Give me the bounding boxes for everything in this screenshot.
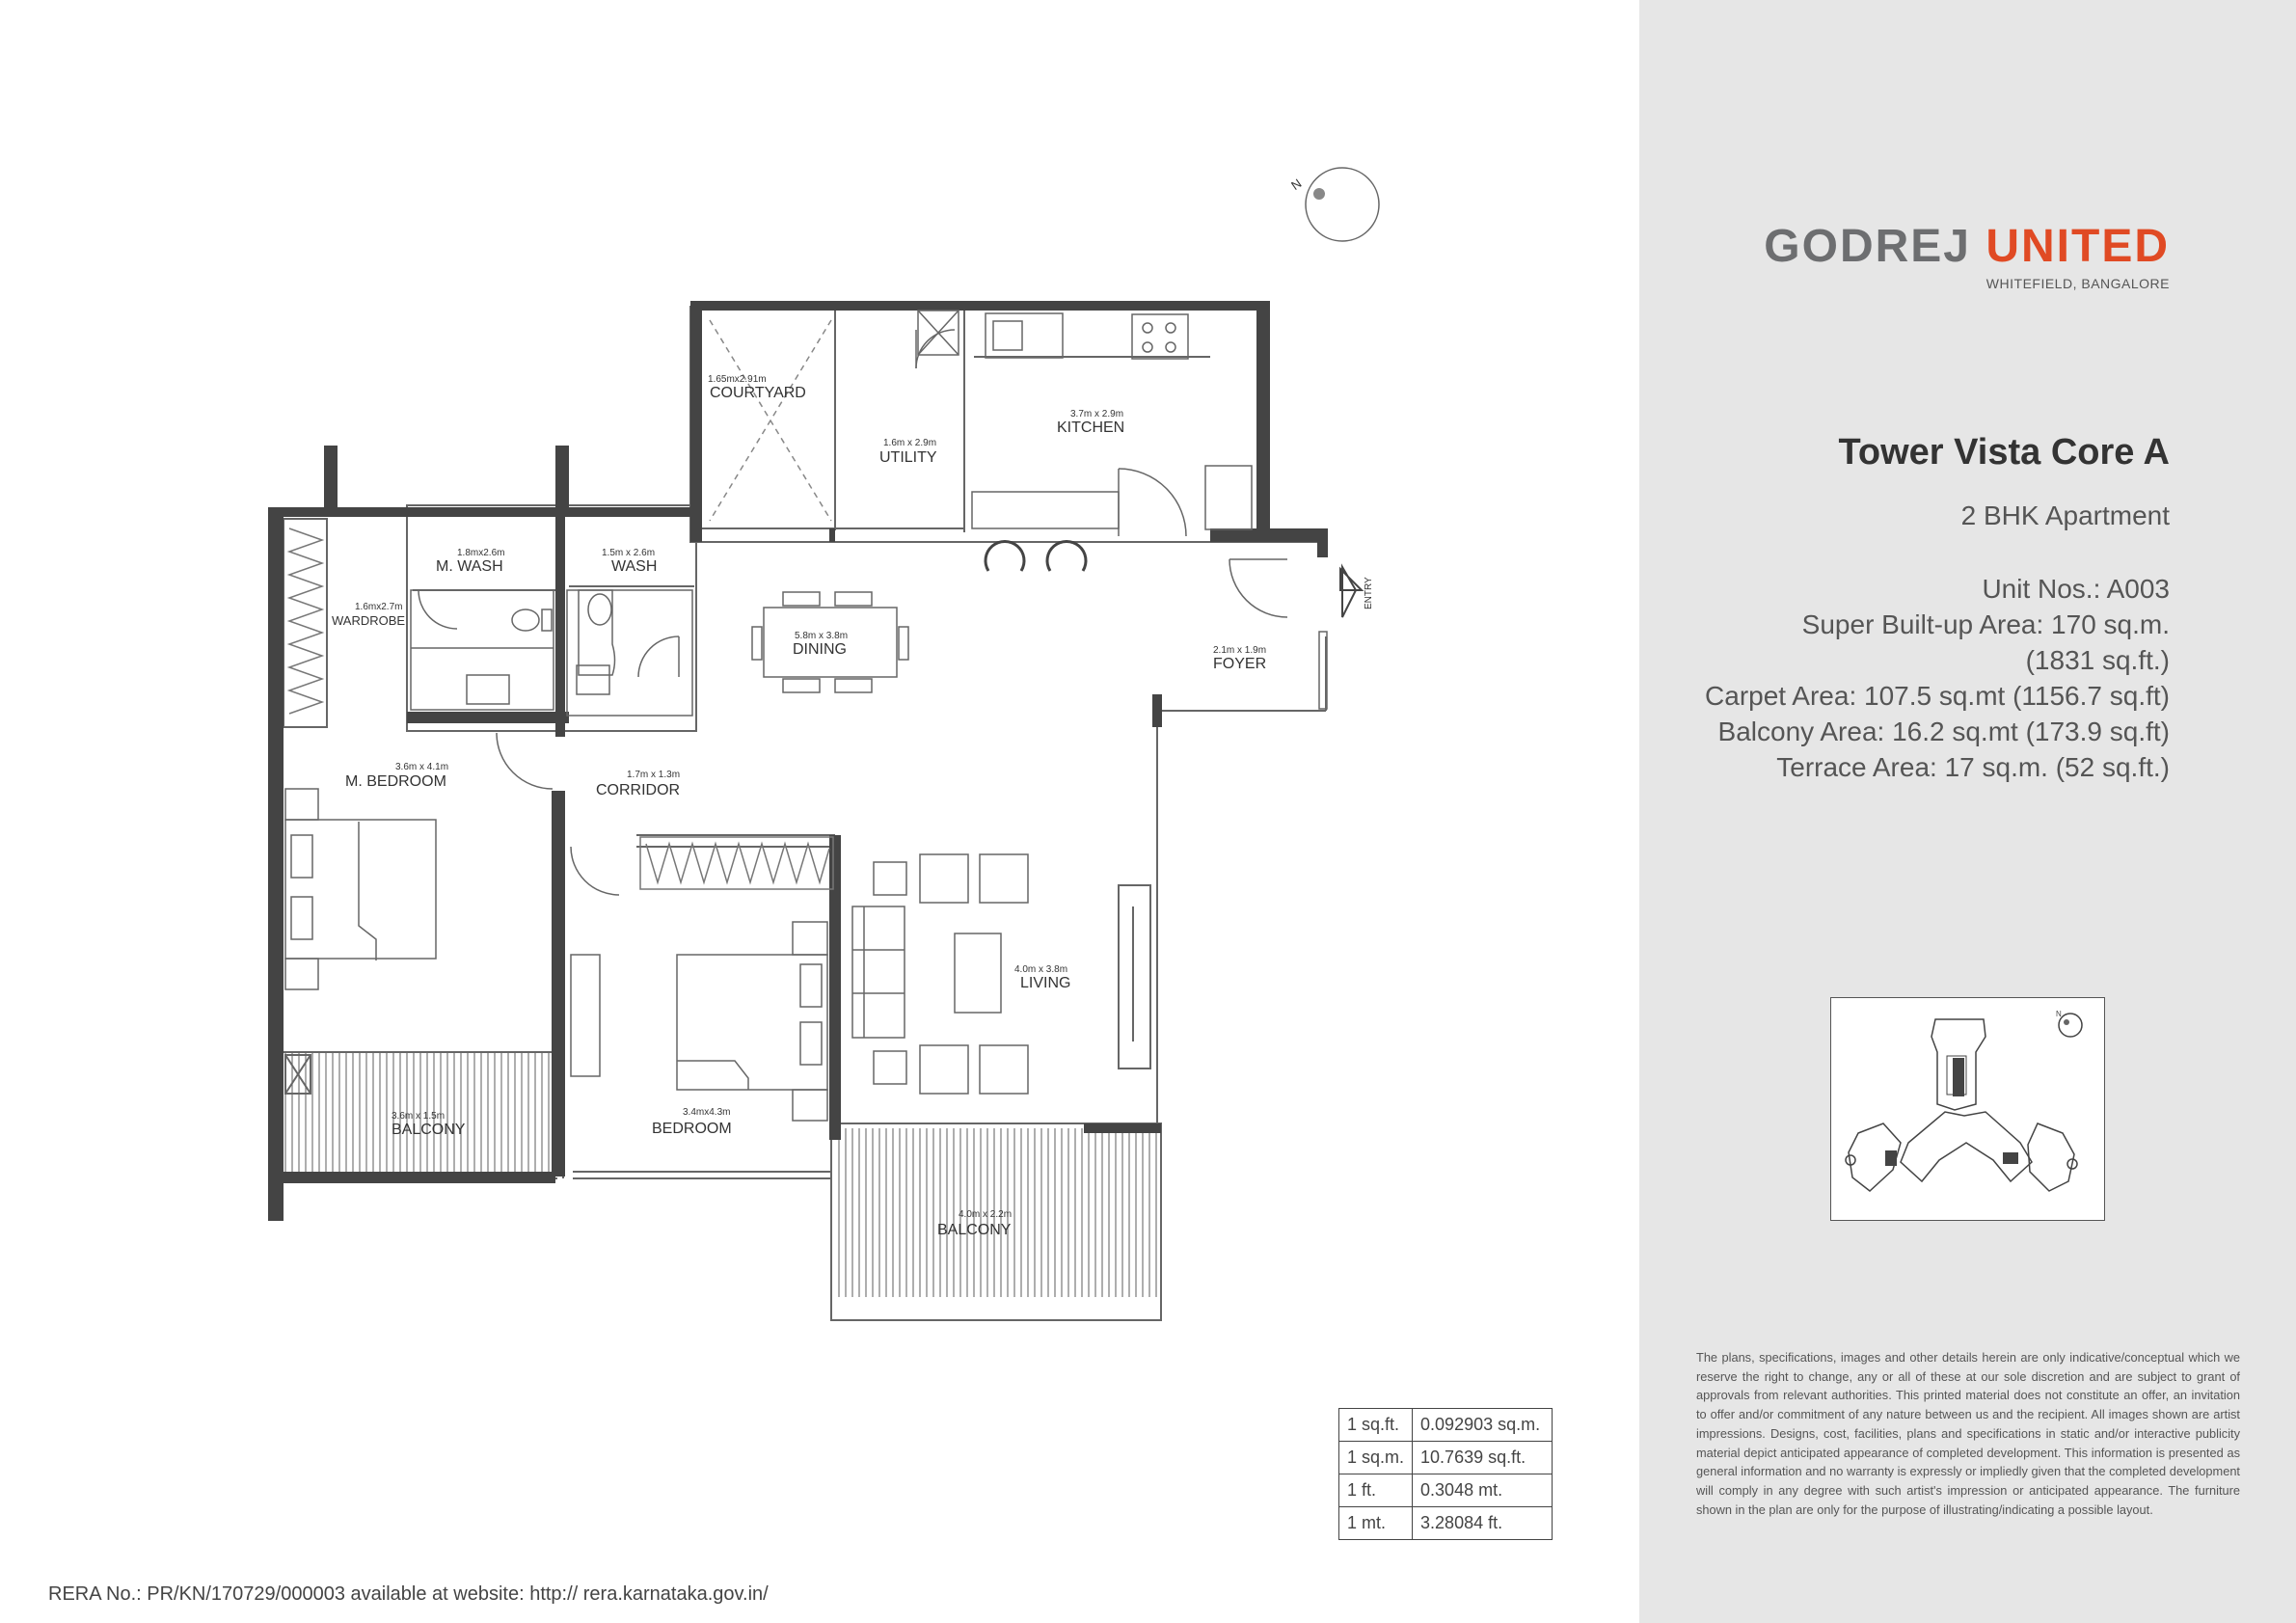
entry-arrow-icon: [1340, 567, 1374, 617]
super-built-up-area: Super Built-up Area: 170 sq.m.: [1801, 609, 2170, 639]
kitchen-label: KITCHEN: [1057, 419, 1125, 436]
foyer-dim: 2.1m x 1.9m: [1213, 645, 1267, 656]
table-row: [1339, 1474, 1553, 1507]
tower-title: Tower Vista Core A: [1838, 432, 2170, 473]
bedroom-bed: [571, 922, 827, 1121]
conversion-value: 3.28084 ft.: [1413, 1507, 1553, 1540]
conversion-value: 0.3048 mt.: [1413, 1474, 1553, 1507]
wardrobe-label: WARDROBE: [332, 613, 406, 628]
conversion-value: 10.7639 sq.ft.: [1413, 1442, 1553, 1474]
utility-label: UTILITY: [879, 449, 937, 466]
terrace-area: Terrace Area: 17 sq.m. (52 sq.ft.): [1776, 752, 2170, 782]
m-bedroom-label: M. BEDROOM: [345, 773, 446, 790]
brand-logo: [1764, 220, 2170, 273]
bedroom-label: BEDROOM: [652, 1121, 732, 1137]
courtyard-label: COURTYARD: [710, 385, 806, 401]
conversion-unit: 1 mt.: [1339, 1507, 1413, 1540]
corridor-dim: 1.7m x 1.3m: [627, 770, 681, 780]
balcony-1-dim: 3.6m x 1.5m: [392, 1111, 446, 1122]
conversion-unit: 1 sq.m.: [1339, 1442, 1413, 1474]
conversion-unit: 1 ft.: [1339, 1474, 1413, 1507]
courtyard-void: [710, 320, 831, 521]
m-bedroom-dim: 3.6m x 4.1m: [395, 762, 449, 772]
living-label: LIVING: [1020, 975, 1071, 991]
balcony-2-dim: 4.0m x 2.2m: [959, 1209, 1013, 1220]
conversion-unit: 1 sq.ft.: [1339, 1409, 1413, 1442]
m-wash-dim: 1.8mx2.6m: [457, 548, 505, 558]
unit-number: Unit Nos.: A003: [1982, 574, 2170, 604]
wash-dim: 1.5m x 2.6m: [602, 548, 656, 558]
entry-label: ENTRY: [1364, 577, 1374, 609]
balcony-1-label: BALCONY: [392, 1122, 466, 1138]
wardrobe-dim: 1.6mx2.7m: [355, 602, 403, 612]
key-plan-drawing: [1831, 998, 2104, 1220]
courtyard-dim: 1.65mx2.91m: [708, 374, 767, 385]
m-wash-label: M. WASH: [436, 558, 503, 575]
conversion-value: 0.092903 sq.m.: [1413, 1409, 1553, 1442]
corridor-label: CORRIDOR: [596, 782, 681, 798]
balcony-area: Balcony Area: 16.2 sq.mt (173.9 sq.ft): [1717, 717, 2170, 746]
key-plan-north-label: N: [2056, 1010, 2062, 1018]
dining-dim: 5.8m x 3.8m: [795, 631, 849, 641]
apartment-type: 2 BHK Apartment: [1960, 500, 2170, 530]
bedroom-dim: 3.4mx4.3m: [683, 1107, 731, 1118]
brand-name-part1: GODREJ: [1764, 221, 1986, 272]
kitchen-dim: 3.7m x 2.9m: [1070, 409, 1124, 419]
wardrobe-storage: [289, 528, 322, 714]
foyer-label: FOYER: [1213, 656, 1267, 672]
rera-number: RERA No.: PR/KN/170729/000003 available at website: http:// rera.karnataka.gov.in/: [48, 1583, 769, 1605]
bedroom-wardrobe: [640, 837, 833, 889]
table-row: [1339, 1442, 1553, 1474]
dining-label: DINING: [793, 641, 847, 658]
table-row: [1339, 1409, 1553, 1442]
master-bed: [285, 789, 436, 989]
north-arrow-icon: [1288, 168, 1379, 241]
disclaimer-text: The plans, specifications, images and other details herein are only indicative/conceptual which we reserve the right to change, any or all of these at our sole discretion and are subject to grant of approvals from relevant authorities. This printed material does not constitute an offer, an invitation to offer and/or commitment of any nature between us and the recipient. All images shown are artist impressions. Designs, cost, facilities, plans and specifications in static and/or interactive publicity material depict anticipated appearance of completed development. This information is presented as general information and no warranty is expressly or impliedly given that the completed development will comply in any degree with such artist's impression or anticipated appearance. The furniture shown in the plan are only for the purpose of illustrating/indicating a possible layout.: [1696, 1350, 2240, 1517]
balcony-2-label: BALCONY: [937, 1222, 1012, 1238]
master-wash-fixtures: [411, 590, 692, 716]
living-furniture: [852, 854, 1028, 1094]
unit-specs: [1705, 571, 2170, 785]
wash-label: WASH: [611, 558, 658, 575]
bar-stools: [986, 541, 1086, 571]
table-row: [1339, 1507, 1553, 1540]
north-label: N: [1288, 176, 1305, 194]
utility-dim: 1.6m x 2.9m: [883, 438, 937, 448]
living-dim: 4.0m x 3.8m: [1014, 964, 1068, 975]
brand-name-part2: UNITED: [1985, 221, 2170, 272]
super-built-up-area-sqft: (1831 sq.ft.): [2025, 645, 2170, 675]
key-plan: [1830, 997, 2105, 1221]
unit-conversion-table: [1338, 1408, 1553, 1540]
brand-location: WHITEFIELD, BANGALORE: [1985, 276, 2170, 291]
carpet-area: Carpet Area: 107.5 sq.mt (1156.7 sq.ft): [1705, 681, 2170, 711]
